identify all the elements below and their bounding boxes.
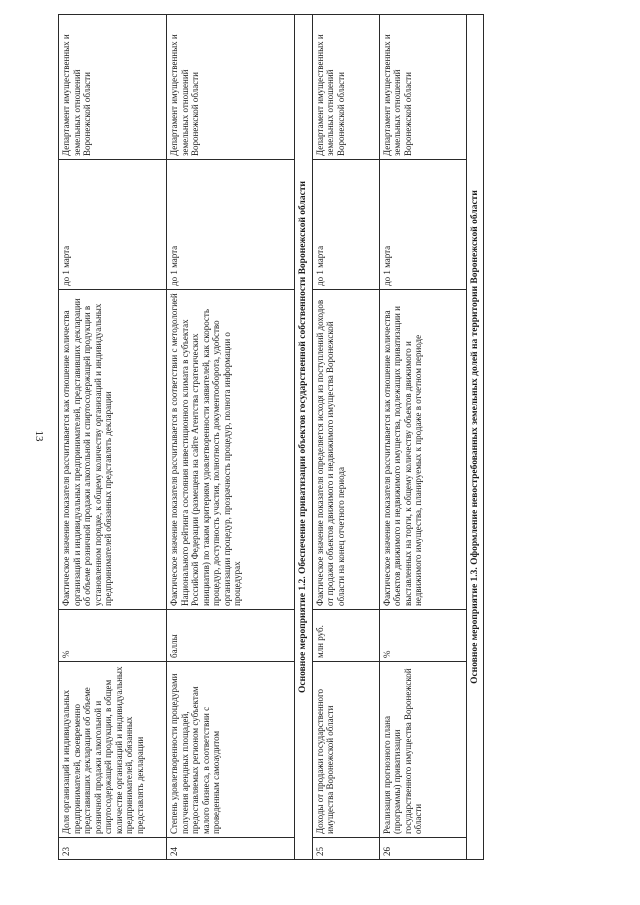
section-heading-1-2: Основное мероприятие 1.2. Обеспечение приватизации объектов государственной собственности Воронежской области xyxy=(295,15,313,860)
table-row xyxy=(59,15,167,860)
section-row xyxy=(466,15,484,860)
deadline: до 1 марта xyxy=(59,160,167,290)
calculation-method: Фактическое значение показателя рассчитывается как отношение количества организаций и индивидуальных предпринимателей, представивших декларации об объеме розничной продажи алкогольной и спиртосодержащей продукции в установленном порядке, к общему количеству организаций и индивидуальных предпринимателей обязанных представлять декларации xyxy=(59,290,167,610)
rotated-table-page xyxy=(58,15,618,860)
deadline: до 1 марта xyxy=(312,160,379,290)
indicator-name: Степень удовлетворенности процедурами получения арендных площадей, предоставляемых регионом субъектам малого бизнеса, в соответствии с проведенным самоаудитом xyxy=(167,662,295,838)
page-number: 13 xyxy=(33,430,45,442)
table-row xyxy=(312,15,379,860)
unit: % xyxy=(59,610,167,662)
row-number: 23 xyxy=(59,838,167,860)
section-row xyxy=(295,15,313,860)
indicator-name: Доходы от продажи государственного имущества Воронежской области xyxy=(312,662,379,838)
responsible: Департамент имущественных и земельных отношений Воронежской области xyxy=(59,15,167,160)
row-number: 24 xyxy=(167,838,295,860)
unit: млн руб. xyxy=(312,610,379,662)
indicator-name: Реализация прогнозного плана (программы) приватизации государственного имущества Воронежской области xyxy=(379,662,466,838)
indicator-name: Доля организаций и индивидуальных предпринимателей, своевременно представивших декларации об объеме розничной продажи алкогольной и спиртосодержащей продукции, в общем количестве организаций и индивидуальных предпринимателей, обязанных представлять декларации xyxy=(59,662,167,838)
section-heading-1-3: Основное мероприятие 1.3. Оформление невостребованных земельных долей на территории Воронежской области xyxy=(466,15,484,860)
row-number: 25 xyxy=(312,838,379,860)
calculation-method: Фактическое значение показателя определяется исходя из поступлений доходов от продажи объектов движимого и недвижимого имущества Воронежской области на конец отчетного периода xyxy=(312,290,379,610)
responsible: Департамент имущественных и земельных отношений Воронежской области xyxy=(379,15,466,160)
indicators-table xyxy=(58,14,484,860)
row-number: 26 xyxy=(379,838,466,860)
responsible: Департамент имущественных и земельных отношений Воронежской области xyxy=(312,15,379,160)
calculation-method: Фактическое значение показателя рассчитывается в соответствии с методологией Национального рейтинга состояния инвестиционного климата в субъектах Российской Федерации (размещена на сайте Агентства стратегических инициатив) по таким критериям удовлетворенности заявителей, как скорость процедур, доступность участия, полнотность документооборота, удобство организации процедур, прозрачность процедур, полнота информации о процедурах xyxy=(167,290,295,610)
table-row xyxy=(379,15,466,860)
table-row xyxy=(167,15,295,860)
deadline: до 1 марта xyxy=(167,160,295,290)
deadline: до 1 марта xyxy=(379,160,466,290)
unit: % xyxy=(379,610,466,662)
calculation-method: Фактическое значение показателя рассчитывается как отношение количества объектов движимого и недвижимого имущества, подлежащих приватизации и выставленных на торги, к общему количеству объектов движимого и недвижимого имущества, планируемых к продаже в отчетном периоде xyxy=(379,290,466,610)
responsible: Департамент имущественных и земельных отношений Воронежской области xyxy=(167,15,295,160)
unit: баллы xyxy=(167,610,295,662)
